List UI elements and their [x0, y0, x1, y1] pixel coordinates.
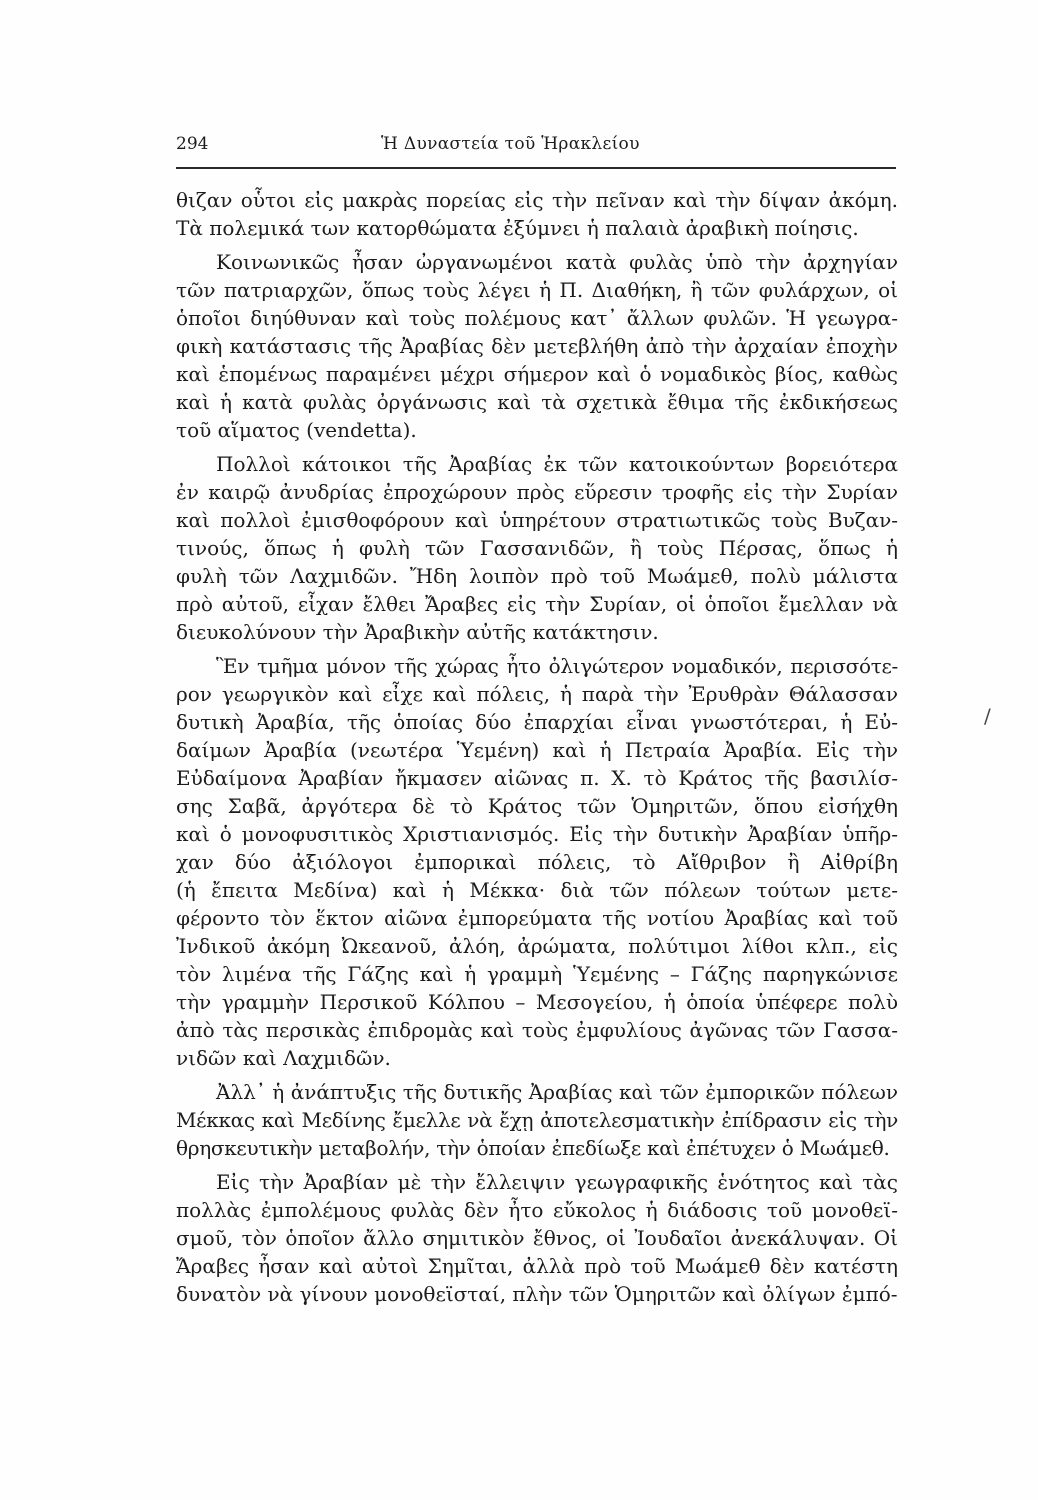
text-line: Τὰ πολεμικά των κατορθώματα ἐξύμνει ἡ παλαιὰ ἀραβικὴ ποίησις. — [176, 216, 859, 240]
text-line: Μέκκας καὶ Μεδίνης ἔμελλε νὰ ἔχῃ ἀποτελεσματικὴν ἐπίδρασιν εἰς τὴν — [176, 1108, 898, 1132]
paragraph — [176, 652, 898, 1072]
text-line: καὶ ἡ κατὰ φυλὰς ὀργάνωσις καὶ τὰ σχετικὰ ἔθιμα τῆς ἐκδικήσεως — [176, 390, 898, 414]
text-line: δυτικὴ Ἀραβία, τῆς ὁποίας δύο ἐπαρχίαι εἶναι γνωστότεραι, ἡ Εὐ- — [176, 710, 898, 734]
paragraph — [176, 1078, 898, 1162]
text-line: Ἰνδικοῦ ἀκόμη Ὠκεανοῦ, ἀλόη, ἀρώματα, πολύτιμοι λίθοι κλπ., εἰς — [176, 934, 898, 958]
running-title: Ἡ Δυναστεία τοῦ Ἡρακλείου — [381, 134, 640, 154]
text-line: πρὸ αὐτοῦ, εἶχαν ἔλθει Ἄραβες εἰς τὴν Συρίαν, οἱ ὁποῖοι ἔμελλαν νὰ — [176, 592, 898, 616]
paragraph — [176, 248, 898, 444]
page-number: 294 — [176, 134, 209, 154]
paragraph — [176, 1168, 898, 1308]
header-rule — [176, 167, 896, 169]
text-line: Εἰς τὴν Ἀραβίαν μὲ τὴν ἔλλειψιν γεωγραφικῆς ἑνότητος καὶ τὰς — [216, 1170, 898, 1194]
text-line: ἀπὸ τὰς περσικὰς ἐπιδρομὰς καὶ τοὺς ἐμφυλίους ἀγῶνας τῶν Γασσα- — [176, 1018, 898, 1042]
text-line: ὁποῖοι διηύθυναν καὶ τοὺς πολέμους κατ᾽ ἄλλων φυλῶν. Ἡ γεωγρα- — [176, 306, 898, 330]
text-line: δαίμων Ἀραβία (νεωτέρα Ὑεμένη) καὶ ἡ Πετραία Ἀραβία. Εἰς τὴν — [176, 738, 898, 762]
text-line: πολλὰς ἐμπολέμους φυλὰς δὲν ἦτο εὔκολος ἡ διάδοσις τοῦ μονοθεϊ- — [176, 1198, 898, 1222]
text-line: τὸν λιμένα τῆς Γάζης καὶ ἡ γραμμὴ Ὑεμένης – Γάζης παρηγκώνισε — [176, 962, 898, 986]
text-line: ρον γεωργικὸν καὶ εἶχε καὶ πόλεις, ἡ παρὰ τὴν Ἐρυθρὰν Θάλασσαν — [176, 682, 898, 706]
text-line: φικὴ κατάστασις τῆς Ἀραβίας δὲν μετεβλήθη ἀπὸ τὴν ἀρχαίαν ἐποχὴν — [176, 334, 898, 358]
text-line: σης Σαβᾶ, ἀργότερα δὲ τὸ Κράτος τῶν Ὁμηριτῶν, ὅπου εἰσήχθη — [176, 794, 898, 818]
text-line: Ἄραβες ἦσαν καὶ αὐτοὶ Σημῖται, ἀλλὰ πρὸ τοῦ Μωάμεθ δὲν κατέστη — [176, 1254, 898, 1278]
margin-mark: / — [984, 704, 991, 728]
text-line: τῶν πατριαρχῶν, ὅπως τοὺς λέγει ἡ Π. Διαθήκη, ἢ τῶν φυλάρχων, οἱ — [176, 278, 898, 302]
text-line: διευκολύνουν τὴν Ἀραβικὴν αὐτῆς κατάκτησιν. — [176, 620, 659, 644]
text-line: χαν δύο ἀξιόλογοι ἐμπορικαὶ πόλεις, τὸ Αἴθριβον ἢ Αἰθρίβη — [176, 850, 898, 874]
text-line: Πολλοὶ κάτοικοι τῆς Ἀραβίας ἐκ τῶν κατοικούντων βορειότερα — [216, 452, 898, 476]
text-line: Ἀλλ᾽ ἡ ἀνάπτυξις τῆς δυτικῆς Ἀραβίας καὶ τῶν ἐμπορικῶν πόλεων — [216, 1080, 898, 1104]
body-text — [176, 186, 898, 1308]
text-line: καὶ ὁ μονοφυσιτικὸς Χριστιανισμός. Εἰς τὴν δυτικὴν Ἀραβίαν ὑπῆρ- — [176, 822, 898, 846]
text-line: τὴν γραμμὴν Περσικοῦ Κόλπου – Μεσογείου, ἡ ὁποία ὑπέφερε πολὺ — [176, 990, 898, 1014]
text-line: δυνατὸν νὰ γίνουν μονοθεϊσταί, πλὴν τῶν Ὁμηριτῶν καὶ ὀλίγων ἐμπό- — [176, 1282, 898, 1306]
text-line: τοῦ αἵματος (vendetta). — [176, 418, 417, 442]
page-header — [176, 134, 892, 164]
text-line: θιζαν οὗτοι εἰς μακρὰς πορείας εἰς τὴν πεῖναν καὶ τὴν δίψαν ἀκόμη. — [176, 188, 898, 212]
paragraph — [176, 186, 898, 242]
text-line: Κοινωνικῶς ἦσαν ὠργανωμένοι κατὰ φυλὰς ὑπὸ τὴν ἀρχηγίαν — [216, 250, 898, 274]
paragraph — [176, 450, 898, 646]
text-line: καὶ ἑπομένως παραμένει μέχρι σήμερον καὶ ὁ νομαδικὸς βίος, καθὼς — [176, 362, 898, 386]
text-line: καὶ πολλοὶ ἐμισθοφόρουν καὶ ὑπηρέτουν στρατιωτικῶς τοὺς Βυζαν- — [176, 508, 898, 532]
text-line: σμοῦ, τὸν ὁποῖον ἄλλο σημιτικὸν ἔθνος, οἱ Ἰουδαῖοι ἀνεκάλυψαν. Οἱ — [176, 1226, 898, 1250]
text-line: θρησκευτικὴν μεταβολήν, τὴν ὁποίαν ἐπεδίωξε καὶ ἐπέτυχεν ὁ Μωάμεθ. — [176, 1136, 890, 1160]
text-line: (ἡ ἔπειτα Μεδίνα) καὶ ἡ Μέκκα· διὰ τῶν πόλεων τούτων μετε- — [176, 878, 898, 902]
text-line: Ἓν τμῆμα μόνον τῆς χώρας ἦτο ὀλιγώτερον νομαδικόν, περισσότε- — [216, 654, 898, 678]
text-line: φυλὴ τῶν Λαχμιδῶν. Ἤδη λοιπὸν πρὸ τοῦ Μωάμεθ, πολὺ μάλιστα — [176, 564, 898, 588]
text-line: φέροντο τὸν ἕκτον αἰῶνα ἐμπορεύματα τῆς νοτίου Ἀραβίας καὶ τοῦ — [176, 906, 898, 930]
text-line: ἐν καιρῷ ἀνυδρίας ἐπροχώρουν πρὸς εὕρεσιν τροφῆς εἰς τὴν Συρίαν — [176, 480, 898, 504]
text-line: τινούς, ὅπως ἡ φυλὴ τῶν Γασσανιδῶν, ἢ τοὺς Πέρσας, ὅπως ἡ — [176, 536, 898, 560]
text-line: νιδῶν καὶ Λαχμιδῶν. — [176, 1046, 391, 1070]
text-line: Εὐδαίμονα Ἀραβίαν ἤκμασεν αἰῶνας π. Χ. τὸ Κράτος τῆς βασιλίσ- — [176, 766, 898, 790]
